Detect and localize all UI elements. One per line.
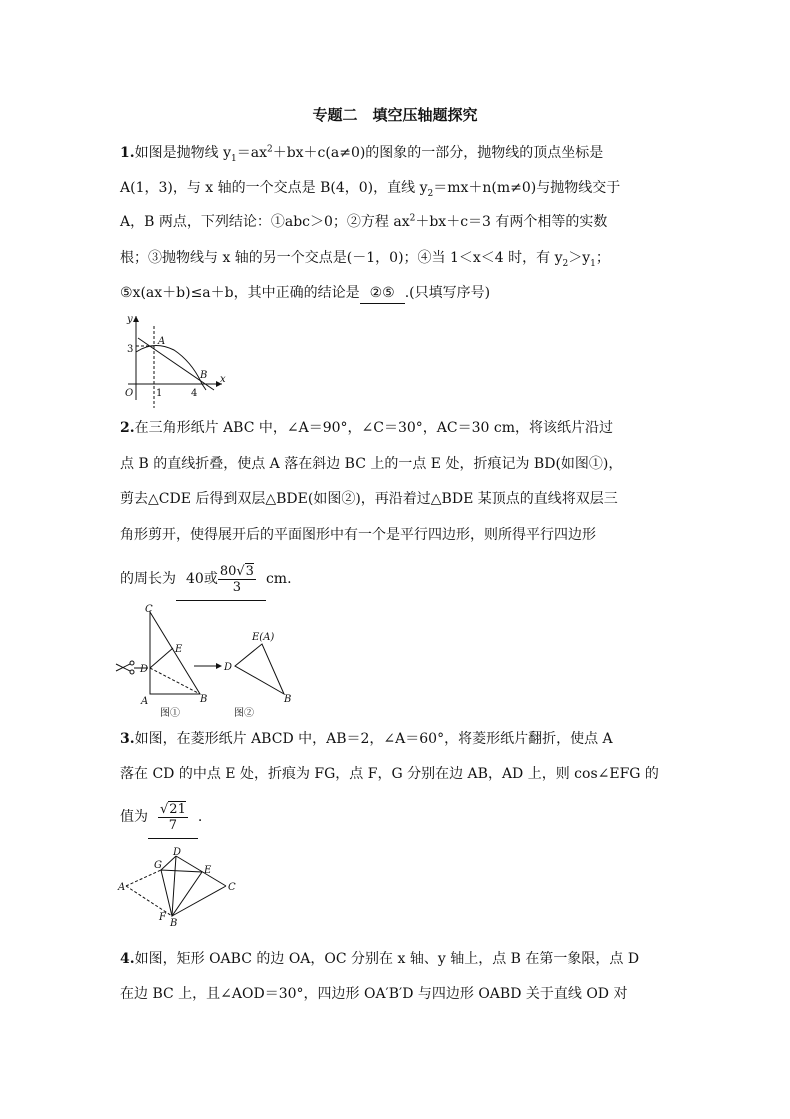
q2-fig-C: C — [145, 604, 153, 615]
sqrt-symbol: √ — [160, 801, 169, 817]
q2-fig-A: A — [141, 696, 149, 707]
q1-line-3: A，B 两点，下列结论：①abc＞0；②方程 $ax^2+bx+c=3$ 有两个相等的实数 — [120, 213, 608, 230]
q3-fig-B: B — [170, 918, 178, 929]
q1-figure — [118, 312, 228, 402]
q3-fig-G: G — [154, 860, 162, 871]
q1-line-4: 根；③抛物线与 x 轴的另一个交点是(－1，0)；④当 1＜x＜4 时，有 $y_2>y_1$； — [120, 250, 610, 269]
q1-fig-one: 1 — [156, 388, 163, 399]
q3-number: 3. — [120, 731, 135, 747]
q1-line-1: 1.如图是抛物线 $y_1=ax^2+bx+c(a\ne 0)$的图象的一部分，抛物线的顶点坐标是 — [120, 144, 604, 164]
q3-line-3: 值为 $\frac{√21}{7}$ . — [120, 796, 680, 838]
q2-line-3: 剪去△CDE 后得到双层△BDE(如图②)，再沿着过△BDE 某顶点的直线将双层三 — [120, 491, 618, 507]
q3-fig-A: A — [118, 882, 126, 893]
q2-fig-EA: E(A) — [252, 632, 275, 643]
q2-fig-caption-1: 图① — [160, 708, 180, 719]
q2-fig-B2: B — [284, 694, 292, 705]
q3-answer — [148, 796, 198, 839]
q1-answer: ②⑤ — [360, 283, 405, 304]
q2-number: 2. — [120, 420, 135, 436]
q1-line-5: ⑤x(ax＋b)≤a＋b，其中正确的结论是 ②⑤ .(只填写序号) — [120, 283, 680, 304]
q1-fig-y: y — [127, 314, 133, 325]
q3-fig-D: D — [173, 847, 182, 858]
q4-number: 4. — [120, 951, 135, 967]
q3-answer-fraction: $\frac{√21}{7}$ — [160, 801, 186, 833]
q1-fig-A: A — [158, 336, 166, 347]
q2-fig-caption-2: 图② — [234, 708, 254, 719]
q2-fig-E: E — [175, 644, 183, 655]
q4-line-2: 在边 BC 上，且∠AOD＝30°，四边形 OA′B′D 与四边形 OABD 关于直线 OD 对 — [120, 986, 628, 1002]
q2-line-5: 的周长为 40或 $\frac{80√3}{3}$ cm. — [120, 558, 680, 600]
q4-line-1: 4.如图，矩形 OABC 的边 OA，OC 分别在 x 轴、y 轴上，点 B 在第一象限，点 D — [120, 951, 640, 967]
q2-line-2: 点 B 的直线折叠，使点 A 落在斜边 BC 上的一点 E 处，折痕记为 BD(如图①)， — [120, 456, 623, 472]
q3-fig-E: E — [204, 865, 212, 876]
q1-fig-O: O — [125, 388, 134, 399]
q1-fig-x: x — [220, 374, 226, 385]
q3-line-1: 3.如图，在菱形纸片 ABCD 中，AB＝2，∠A＝60°，将菱形纸片翻折，使点 A — [120, 731, 613, 747]
q1-number: 1. — [120, 145, 135, 161]
sqrt-symbol: √ — [236, 563, 245, 579]
page-title: 专题二 填空压轴题探究 — [312, 106, 478, 124]
q2-fig-D2: D — [224, 662, 233, 673]
q2-answer-fraction: $\frac{80√3}{3}$ — [219, 563, 254, 595]
q2-figure — [112, 604, 292, 719]
q1-fig-three: 3 — [127, 344, 134, 355]
q3-line-2: 落在 CD 的中点 E 处，折痕为 FG，点 F，G 分别在边 AB，AD 上，则 cos∠EFG 的 — [120, 766, 659, 782]
q2-fig-D: D — [140, 664, 149, 675]
q3-fig-F: F — [159, 912, 166, 923]
scissors-icon — [116, 661, 134, 674]
q2-fig-B: B — [200, 694, 208, 705]
q1-fig-four: 4 — [191, 388, 198, 399]
q1-line-2: A(1，3)，与 x 轴的一个交点是 B(4，0)，直线 $y_2=mx+n(m\ne 0)$与抛物线交于 — [120, 180, 621, 199]
q2-line-1: 2.在三角形纸片 ABC 中，∠A＝90°，∠C＝30°，AC＝30 cm，将该纸片沿过 — [120, 420, 614, 436]
q2-line-4: 角形剪开，使得展开后的平面图形中有一个是平行四边形，则所得平行四边形 — [120, 527, 596, 543]
q2-answer: 40或 $\frac{80√3}{3}$ — [176, 558, 266, 601]
q1-fig-B: B — [200, 370, 208, 381]
q3-figure — [116, 848, 246, 928]
q3-fig-C: C — [228, 882, 236, 893]
